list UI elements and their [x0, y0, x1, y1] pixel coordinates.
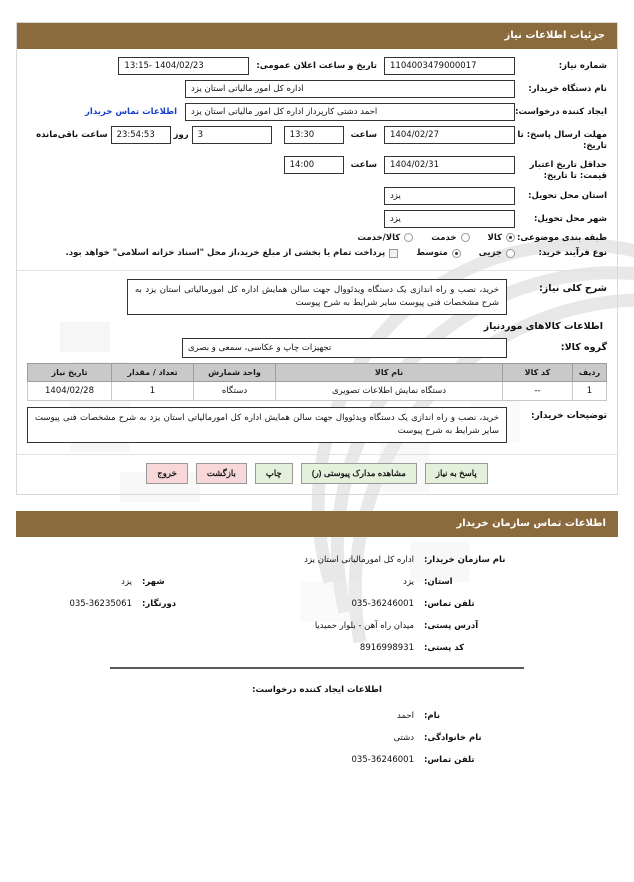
- contact-province-label: استان:: [424, 577, 453, 588]
- price-validity-date-field[interactable]: 1404/02/31: [384, 156, 515, 174]
- classification-option-service[interactable]: [431, 233, 469, 243]
- postal-code-label: کد پستی:: [424, 643, 465, 654]
- creator-family-label: نام خانوادگی:: [424, 733, 482, 744]
- creator-name-value: احمد: [397, 711, 414, 722]
- deadline-time-label: ساعت: [350, 130, 377, 140]
- col-unit: واحد شمارش: [194, 364, 276, 382]
- postal-code-value: 8916998931: [359, 643, 414, 654]
- goods-group-label: گروه کالا:: [560, 342, 607, 354]
- row-purchase-process-type: [27, 248, 607, 259]
- price-validity-label: حداقل تاریخ اعتبار قیمت: تا تاریخ:: [529, 160, 607, 181]
- row-need-summary: [27, 279, 607, 315]
- contact-city-value: یزد: [121, 577, 132, 588]
- goods-table: [27, 363, 607, 401]
- row-delivery-city: [27, 210, 607, 228]
- row-creator-phone: [20, 755, 614, 765]
- process-option-medium-label: متوسط: [416, 248, 448, 259]
- row-org-name: [20, 555, 614, 565]
- need-summary-label: شرح کلی نیاز:: [538, 282, 607, 294]
- radio-icon-service[interactable]: [461, 233, 470, 242]
- row-goods-group: [27, 338, 607, 358]
- contact-fax-label: دورنگار:: [142, 599, 177, 610]
- col-goods-code: کد کالا: [503, 364, 573, 382]
- contact-phone-label: تلفن تماس:: [424, 599, 475, 610]
- row-creator-family: [20, 733, 614, 743]
- col-quantity: تعداد / مقدار: [112, 364, 194, 382]
- page-root: [0, 22, 634, 882]
- row-buyer-notes: [27, 407, 607, 443]
- buyer-contact-link[interactable]: اطلاعات تماس خریدار: [85, 107, 177, 117]
- cell-quantity: 1: [112, 382, 194, 401]
- cell-unit: دستگاه: [194, 382, 276, 401]
- contact-city-label: شهر:: [142, 577, 165, 588]
- cell-row-number: 1: [573, 382, 607, 401]
- goods-info-title: اطلاعات کالاهای موردنیاز: [483, 321, 603, 333]
- contact-address-value: میدان راه آهن - بلوار حمیدیا: [314, 621, 414, 632]
- buyer-notes-label: توضیحات خریدار:: [531, 411, 607, 422]
- creator-info-title: اطلاعات ایجاد کننده درخواست:: [252, 685, 382, 696]
- buyer-org-field[interactable]: اداره کل امور مالیاتی استان یزد: [185, 80, 515, 98]
- days-remaining-field: 3: [192, 126, 272, 144]
- row-subject-classification: [27, 233, 607, 244]
- row-buyer-org: [27, 80, 607, 98]
- classification-option-goods[interactable]: [488, 233, 515, 243]
- need-summary-body: [17, 271, 617, 456]
- need-number-label: شماره نیاز:: [558, 61, 607, 71]
- creator-family-value: دشتی: [393, 733, 414, 744]
- creator-phone-value: 035-36246001: [351, 755, 414, 766]
- contact-province-value: یزد: [403, 577, 414, 588]
- row-address: [20, 621, 614, 631]
- row-province-city: [20, 577, 614, 587]
- need-details-header: جزئیات اطلاعات نیاز: [17, 23, 617, 49]
- row-delivery-province: [27, 187, 607, 205]
- validity-time-field[interactable]: 14:00: [284, 156, 344, 174]
- checkbox-icon-treasury-bond[interactable]: [389, 249, 398, 258]
- time-remaining-field: 23:54:53: [111, 126, 171, 144]
- view-attachments-button[interactable]: مشاهده مدارک پیوستی (ر): [301, 463, 417, 484]
- row-price-validity: [27, 156, 607, 181]
- contact-phone-value: 035-36246001: [351, 599, 414, 610]
- validity-time-label: ساعت: [350, 160, 377, 171]
- row-response-deadline: [27, 126, 607, 151]
- respond-to-need-button[interactable]: پاسخ به نیاز: [425, 463, 488, 484]
- classification-option-goods-service[interactable]: [357, 233, 413, 243]
- classification-option-goods-label: کالا: [487, 232, 502, 243]
- goods-group-field[interactable]: تجهیزات چاپ و عکاسی، سمعی و بصری: [182, 338, 507, 358]
- buyer-contact-body: [16, 537, 618, 783]
- cell-goods-name: دستگاه نمایش اطلاعات تصویری: [276, 382, 503, 401]
- days-unit-label: روز: [173, 130, 189, 140]
- classification-option-goods-service-label: کالا/خدمت: [357, 232, 401, 243]
- need-details-card: [16, 22, 618, 495]
- announce-datetime-field[interactable]: 1404/02/23 -13:15: [118, 57, 249, 75]
- exit-button[interactable]: خروج: [146, 463, 188, 484]
- section-divider: [110, 667, 524, 669]
- radio-icon-minor[interactable]: [506, 249, 515, 258]
- treasury-bond-label: پرداخت تمام یا بخشی از مبلغ خرید،از محل "اسناد خزانه اسلامی" خواهد بود.: [65, 248, 386, 259]
- cell-need-date: 1404/02/28: [28, 382, 112, 401]
- deadline-time-field[interactable]: 13:30: [284, 126, 344, 144]
- request-creator-field[interactable]: احمد دشتی کارپرداز اداره کل امور مالیاتی استان یزد: [185, 103, 515, 121]
- print-button[interactable]: چاپ: [255, 463, 293, 484]
- need-number-field[interactable]: 1104003479000017: [384, 57, 515, 75]
- treasury-bond-checkbox-wrap[interactable]: [66, 248, 399, 258]
- col-row-number: ردیف: [573, 364, 607, 382]
- process-option-medium[interactable]: [416, 248, 461, 258]
- response-deadline-date-field[interactable]: 1404/02/27: [384, 126, 515, 144]
- col-goods-name: نام کالا: [276, 364, 503, 382]
- contact-fax-value: 035-36235061: [69, 599, 132, 610]
- row-creator-name: [20, 711, 614, 721]
- table-row: [28, 382, 607, 401]
- buyer-contact-card: [16, 511, 618, 783]
- creator-phone-label: تلفن تماس:: [424, 755, 475, 766]
- org-name-value: اداره کل امورمالیاتی استان یزد: [304, 555, 414, 566]
- radio-icon-goods[interactable]: [506, 233, 515, 242]
- contact-address-label: آدرس پستی:: [424, 621, 479, 632]
- radio-icon-goods-service[interactable]: [404, 233, 413, 242]
- goods-table-header-row: [28, 364, 607, 382]
- request-creator-label: ایجاد کننده درخواست:: [515, 107, 607, 117]
- delivery-city-field[interactable]: یزد: [384, 210, 515, 228]
- row-postal-code: [20, 643, 614, 653]
- subject-classification-label: طبقه بندی موضوعی:: [517, 232, 607, 243]
- row-need-number: [27, 57, 607, 75]
- row-phone-fax: [20, 599, 614, 609]
- delivery-province-label: استان محل تحویل:: [528, 190, 607, 201]
- buyer-notes-field[interactable]: خرید، نصب و راه اندازی یک دستگاه ویدئووال جهت سالن همایش اداره کل امورمالیاتی استان یزد به شرح مشخصات فنی پیوست سایر شرایط به شرح پیوست: [27, 407, 507, 443]
- response-deadline-label: مهلت ارسال پاسخ: تا تاریخ:: [517, 130, 607, 151]
- row-request-creator: [27, 103, 607, 121]
- process-option-minor[interactable]: [479, 248, 515, 258]
- need-summary-field[interactable]: خرید، نصب و راه اندازی یک دستگاه ویدئووال جهت سالن همایش اداره کل امورمالیاتی استان یزد به شرح مشخصات فنی پیوست سایر شرایط به شرح پیوست: [127, 279, 507, 315]
- need-fields-body: [17, 49, 617, 271]
- radio-icon-medium[interactable]: [452, 249, 461, 258]
- classification-option-service-label: خدمت: [431, 232, 457, 243]
- buyer-contact-header: اطلاعات تماس سازمان خریدار: [16, 511, 618, 537]
- process-option-minor-label: جزیی: [478, 248, 502, 259]
- announce-datetime-label: تاریخ و ساعت اعلان عمومی:: [256, 61, 377, 71]
- action-button-bar: [17, 455, 617, 494]
- buyer-org-label: نام دستگاه خریدار:: [528, 84, 607, 94]
- back-button[interactable]: بازگشت: [196, 463, 247, 484]
- delivery-province-field[interactable]: یزد: [384, 187, 515, 205]
- delivery-city-label: شهر محل تحویل:: [534, 213, 607, 224]
- creator-name-label: نام:: [424, 711, 441, 722]
- col-need-date: تاریخ نیاز: [28, 364, 112, 382]
- cell-goods-code: --: [503, 382, 573, 401]
- org-name-label: نام سازمان خریدار:: [424, 555, 506, 566]
- time-remaining-label: ساعت باقی‌مانده: [36, 130, 108, 140]
- purchase-process-type-label: نوع فرآیند خرید:: [538, 248, 607, 259]
